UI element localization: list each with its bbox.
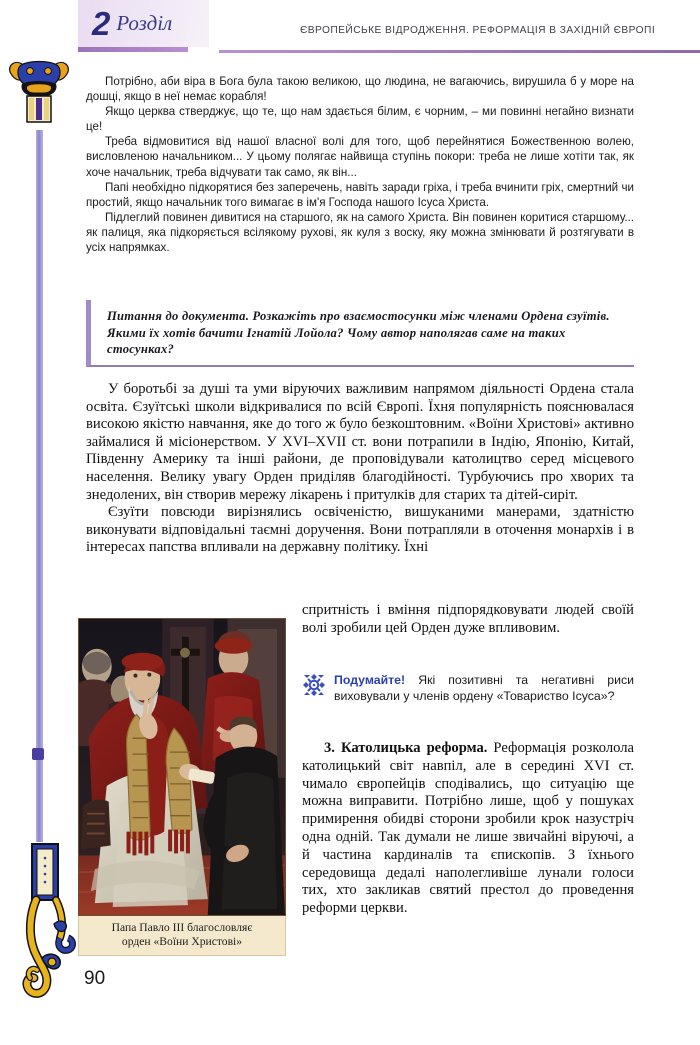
think-callout-label: Подумайте! xyxy=(334,673,406,687)
section-catholic-reform xyxy=(302,740,634,918)
chapter-badge-underline xyxy=(78,47,188,52)
column-capital-ornament-icon xyxy=(6,58,72,126)
chapter-badge xyxy=(78,0,209,47)
page-header xyxy=(0,0,700,58)
excerpt-paragraph: Потрібно, аби віра в Бога була такою великою, що людина, не вагаючись, вирушила б у море на дошці, якщо в неї немає корабля! xyxy=(86,75,634,104)
main-paragraph: Єзуїти повсюди вирізнялись освіченістю, вишуканими манерами, здатністю виконувати відповідальні таємні доручення. Вони потрапляли в оточення монархів і в інтересах папства впливали на державну політику. Їхні xyxy=(86,504,634,556)
figure-caption xyxy=(78,916,286,956)
excerpt-paragraph: Папі необхідно підкорятися без заперечень, навіть заради гріха, і треба вчинити гріх, смертний чи простий, якщо начальник того вимагає в ім'я Господа нашого Ісуса Христа. xyxy=(86,180,634,209)
question-box-text: Питання до документа. Розкажіть про взаємостосунки між членами Ордена єзуїтів. Якими їх хотів бачити Ігнатій Лойола? Чому автор наполягав саме на таких стосунках? xyxy=(107,309,610,356)
main-text-right-column xyxy=(302,602,634,637)
think-callout-text xyxy=(334,672,634,704)
main-text-full-width xyxy=(86,381,634,557)
painting-pope-paul-iii-blessing-order xyxy=(78,618,286,916)
section-body: Реформація розколола католицький світ навпіл, але в середині XVI ст. чимало європейців сподівались, що ситуацію ще можна виправити. Потрібно лише, щоб у пошуках примирення обидві сторони зробили крок назустріч одна одній. Так думали не лише звичайні віруючі, а й частина кардиналів та єпископів. З їхнього середовища дедалі наполегливіше лунали голоси тих, хто закликав святий престол до проведення реформи церкви. xyxy=(302,740,635,917)
chapter-label: Розділ xyxy=(116,11,173,35)
main-paragraph-continuation: спритність і вміння підпорядковувати людей своїй волі зробили цей Орден дуже впливовим. xyxy=(302,602,634,636)
excerpt-paragraph: Треба відмовитися від нашої власної волі для того, щоб перейнятися Божественною волею, висловленою начальником... У цьому полягає найвища ступінь покори: треба не лише хотіти так, як хоче начальник, треба відчувати так само, як він... xyxy=(86,135,634,179)
document-excerpt xyxy=(86,74,634,255)
figure-pope-paul-iii xyxy=(78,618,286,956)
column-base-ornament-icon xyxy=(16,838,82,1018)
chapter-number: 2 xyxy=(92,5,110,42)
think-callout xyxy=(302,672,634,704)
margin-square-bullet xyxy=(32,748,44,760)
vertical-rail-ornament xyxy=(36,130,43,842)
page-number: 90 xyxy=(84,968,106,989)
ornamental-square-icon xyxy=(302,673,326,697)
running-title: ЄВРОПЕЙСЬКЕ ВІДРОДЖЕННЯ. РЕФОРМАЦІЯ В ЗАХІДНІЙ ЄВРОПІ xyxy=(300,25,656,36)
section-title: 3. Католицька реформа. xyxy=(324,740,488,756)
excerpt-paragraph: Якщо церква стверджує, що те, що нам здається білим, є чорним, – ми повинні негайно визнати це! xyxy=(86,105,634,134)
header-rule xyxy=(219,50,700,53)
excerpt-paragraph: Підлеглий повинен дивитися на старшого, як на самого Христа. Він повинен коритися старшому... як палиця, яка підкоряється всілякому рухові, як куля з воску, яку можна змінювати й розтягувати в усіх напрямках. xyxy=(86,210,634,255)
think-callout-body: Які позитивні та негативні риси виховували у членів ордену «Товариство Ісуса»? xyxy=(334,673,634,704)
question-box xyxy=(86,300,634,367)
main-paragraph: У боротьбі за душі та уми віруючих важливим напрямом діяльності Ордена стала освіта. Єзуїтські школи відкривалися по всій Європі. Їхня популярність пояснювалася високою якістю навчання, яке до того ж було безкоштовним. «Воїни Христові» активно займалися й місіонерством. У XVI–XVII ст. вони потрапили в Індію, Японію, Китай, Південну Америку та інші райони, де проповідували католицтво серед місцевого населення. Велику увагу Орден приділяв благодійності. Турбуючись про хворих та знедолених, він створив мережу лікарень і притулків для старих та дітей-сиріт. xyxy=(86,381,634,503)
figure-caption-line: Папа Павло III благословляє xyxy=(111,921,253,934)
figure-caption-line: орден «Воїни Христові» xyxy=(121,935,243,948)
